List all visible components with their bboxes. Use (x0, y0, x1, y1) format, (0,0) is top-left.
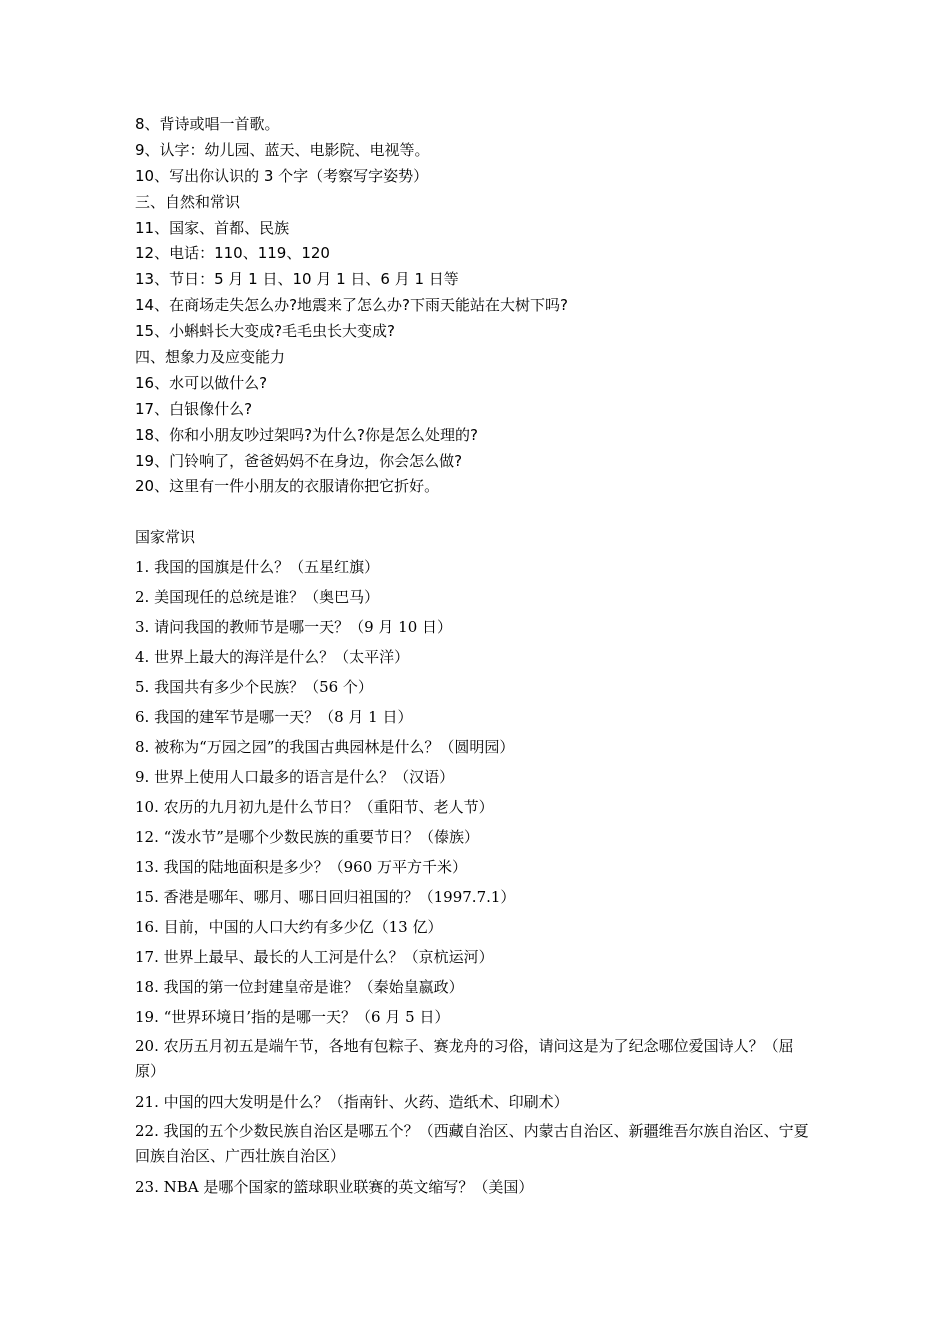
qa-item: 8. 被称为“万园之园”的我国古典园林是什么？（圆明园） (135, 738, 515, 756)
list-item: 17、白银像什么? (135, 399, 253, 418)
qa-item: 3. 请问我国的教师节是哪一天？（9 月 10 日） (135, 618, 453, 636)
national-knowledge-section (135, 522, 815, 1202)
list-item: 11、国家、首都、民族 (135, 218, 290, 237)
qa-item: 17. 世界上最早、最长的人工河是什么？（京杭运河） (135, 948, 494, 966)
list-item: 15、小蝌蚪长大变成?毛毛虫长大变成? (135, 322, 396, 341)
qa-item: 15. 香港是哪年、哪月、哪日回归祖国的？（1997.7.1） (135, 888, 516, 906)
qa-item: 4. 世界上最大的海洋是什么？（太平洋） (135, 648, 410, 666)
qa-item: 5. 我国共有多少个民族？（56 个） (135, 678, 373, 696)
qa-item: 16. 目前，中国的人口大约有多少亿（13 亿） (135, 918, 443, 936)
interview-questions-list (135, 112, 815, 500)
qa-item: 19. “世界环境日’指的是哪一天？（6 月 5 日） (135, 1008, 450, 1026)
list-item: 18、你和小朋友吵过架吗?为什么?你是怎么处理的? (135, 425, 478, 444)
section-title: 国家常识 (135, 528, 196, 546)
qa-item: 1. 我国的国旗是什么？（五星红旗） (135, 558, 380, 576)
list-item: 19、门铃响了，爸爸妈妈不在身边，你会怎么做? (135, 451, 463, 470)
qa-item: 20. 农历五月初五是端午节，各地有包粽子、赛龙舟的习俗，请问这是为了纪念哪位爱国诗人？（屈原） (135, 1037, 794, 1080)
qa-item: 22. 我国的五个少数民族自治区是哪五个？（西藏自治区、内蒙古自治区、新疆维吾尔族自治区、宁夏回族自治区、广西壮族自治区） (135, 1122, 809, 1165)
qa-item: 23. NBA 是哪个国家的篮球职业联赛的英文缩写？（美国） (135, 1178, 534, 1196)
qa-item: 12. “泼水节”是哪个少数民族的重要节日？（傣族） (135, 828, 479, 846)
list-item: 20、这里有一件小朋友的衣服请你把它折好。 (135, 477, 440, 496)
list-item: 12、电话：110、119、120 (135, 244, 330, 263)
list-item: 10、写出你认识的 3 个字（考察写字姿势） (135, 166, 429, 185)
qa-item: 9. 世界上使用人口最多的语言是什么？（汉语） (135, 768, 455, 786)
section-heading: 四、想象力及应变能力 (135, 348, 286, 367)
qa-item: 6. 我国的建军节是哪一天？（8 月 1 日） (135, 708, 413, 726)
qa-item: 13. 我国的陆地面积是多少？（960 万平方千米） (135, 858, 468, 876)
list-item: 13、节日：5 月 1 日、10 月 1 日、6 月 1 日等 (135, 270, 459, 289)
qa-item: 18. 我国的第一位封建皇帝是谁？（秦始皇嬴政） (135, 978, 464, 996)
qa-item: 10. 农历的九月初九是什么节日？（重阳节、老人节） (135, 798, 494, 816)
list-item: 8、背诗或唱一首歌。 (135, 115, 280, 133)
list-item: 16、水可以做什么? (135, 373, 268, 392)
qa-item: 2. 美国现任的总统是谁？（奥巴马） (135, 588, 380, 606)
qa-item: 21. 中国的四大发明是什么？（指南针、火药、造纸术、印刷术） (135, 1093, 569, 1111)
list-item: 9、认字：幼儿园、蓝天、电影院、电视等。 (135, 140, 430, 159)
list-item: 14、在商场走失怎么办?地震来了怎么办?下雨天能站在大树下吗? (135, 296, 568, 315)
section-heading: 三、自然和常识 (135, 192, 241, 211)
